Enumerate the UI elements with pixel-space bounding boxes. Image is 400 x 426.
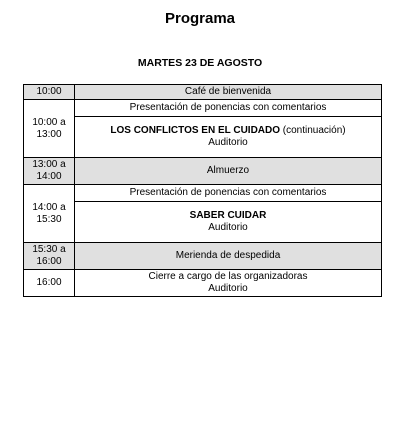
session-title-note: (continuación) bbox=[280, 125, 346, 136]
time-cell: 10:00 a 13:00 bbox=[24, 100, 75, 158]
time-cell: 15:30 a 16:00 bbox=[24, 243, 75, 270]
time-cell: 14:00 a 15:30 bbox=[24, 185, 75, 243]
schedule-row bbox=[24, 158, 382, 185]
session-title: SABER CUIDAR bbox=[189, 210, 267, 221]
activity-cell: Almuerzo bbox=[75, 158, 382, 185]
schedule-row bbox=[24, 85, 382, 100]
activity-cell: Café de bienvenida bbox=[75, 85, 382, 100]
schedule-row bbox=[24, 202, 382, 243]
time-cell: 16:00 bbox=[24, 270, 75, 297]
session-location: Auditorio bbox=[208, 137, 248, 148]
activity-cell: Merienda de despedida bbox=[75, 243, 382, 270]
activity-cell bbox=[75, 117, 382, 158]
time-cell: 10:00 bbox=[24, 85, 75, 100]
schedule-row bbox=[24, 100, 382, 117]
closing-text: Cierre a cargo de las organizadoras bbox=[148, 271, 308, 282]
schedule-row bbox=[24, 243, 382, 270]
time-cell: 13:00 a 14:00 bbox=[24, 158, 75, 185]
session-location: Auditorio bbox=[208, 283, 248, 294]
session-title-bold: LOS CONFLICTOS EN EL CUIDADO bbox=[110, 125, 281, 136]
session-location: Auditorio bbox=[208, 222, 248, 233]
schedule-row bbox=[24, 185, 382, 202]
schedule-row bbox=[24, 117, 382, 158]
activity-cell: Presentación de ponencias con comentarios bbox=[75, 100, 382, 117]
page-title: Programa bbox=[164, 10, 236, 27]
schedule-row bbox=[24, 270, 382, 297]
activity-cell bbox=[75, 270, 382, 297]
schedule-table bbox=[23, 84, 382, 297]
activity-cell: Presentación de ponencias con comentarios bbox=[75, 185, 382, 202]
session-title bbox=[78, 125, 378, 137]
day-heading: MARTES 23 DE AGOSTO bbox=[137, 57, 263, 69]
activity-cell bbox=[75, 202, 382, 243]
